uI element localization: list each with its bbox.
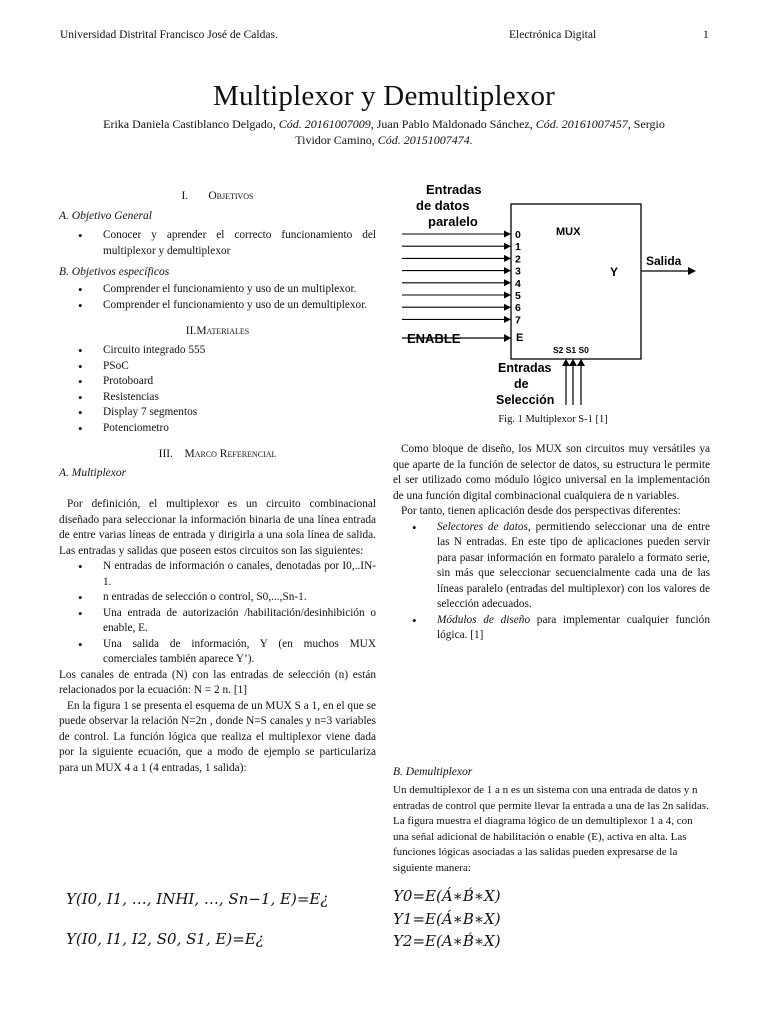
author-1-name: Erika Daniela Castiblanco Delgado, <box>103 117 276 131</box>
section-title: Marco Referencial <box>184 448 277 460</box>
input-arrow-5 <box>504 292 511 299</box>
select-arrow-s0 <box>577 359 585 366</box>
list-objetivos-especificos <box>59 282 376 313</box>
paragraph-mux-scheme: En la figura 1 se presenta el esquema de un MUX S a 1, en el que se puede observar la relación N=2n , donde N=S canales y n=3 variables de control. La función lógica que realiza el multiplexor viene dada por la siguiente ecuación, que a modo de ejemplo se particulariza para un MUX 4 a 1 (4 entradas, 1 salida): <box>59 699 376 774</box>
diagram-select-label: S2 S1 S0 <box>553 345 589 355</box>
figure-caption: Fig. 1 Multiplexor S-1 [1] <box>498 414 608 425</box>
list-item-emphasis: Módulos de diseño <box>437 613 531 626</box>
list-item: • Comprender el funcionamiento y uso de un demultiplexor. <box>59 298 376 314</box>
list-item: • Una salida de información, Y (en muchos MUX comerciales también aparece Y’). <box>59 637 376 668</box>
diagram-seleccion-line1: Entradas <box>498 361 552 375</box>
demux-equation-1: Y1=E(Á∗B∗X) <box>393 910 501 928</box>
section-title: Materiales <box>196 325 250 337</box>
page-number: 1 <box>703 29 709 41</box>
demux-section <box>393 766 710 876</box>
list-perspectives <box>393 520 710 644</box>
list-materiales <box>59 343 376 436</box>
input-number-7: 7 <box>515 314 521 327</box>
author-3-name: Sergio Tividor Camino, <box>295 117 665 147</box>
header-course: Electrónica Digital <box>509 29 597 41</box>
list-item-text: para implementar cualquier función lógica. [1] <box>437 613 710 641</box>
list-item-text: , permitiendo seleccionar una de entre las N entradas. En este tipo de aplicaciones pueden servir para pasar información en formato paralelo a formato serie, sin más que seleccionar secuencialmente cada una de las líneas paralelo (entradas del multiplexor) con los valores de selección adecuados. <box>437 520 710 610</box>
paragraph-demux: Un demultiplexor de 1 a n es un sistema con una entrada de datos y n entradas de control que permite llevar la entrada a una de las 2n salidas. La figura muestra el diagrama lógico de un demultiplexor 1 a 4, con una señal adicional de habilitación o enable (E), activa en alta. Las funciones lógicas asociadas a las salidas pueden expresarse de la siguiente manera: <box>393 784 709 874</box>
equation-1: Y(I0, I1, …, INHI, …, Sn−1, E)=E¿ <box>66 890 329 908</box>
input-arrow-3 <box>504 267 511 274</box>
diagram-seleccion-line3: Selección <box>496 393 555 407</box>
section-number: III. <box>158 448 173 460</box>
diagram-entradas-line3: paralelo <box>428 214 478 229</box>
input-number-4: 4 <box>515 277 521 290</box>
right-column <box>393 442 710 644</box>
list-item: • Comprender el funcionamiento y uso de un multiplexor. <box>59 282 376 298</box>
input-number-5: 5 <box>515 290 521 302</box>
list-item: • Circuito integrado 555 <box>59 343 376 359</box>
diagram-enable-label: ENABLE <box>407 331 461 346</box>
input-arrow-4 <box>504 279 511 286</box>
paragraph-mux-versatile: Como bloque de diseño, los MUX son circuitos muy versátiles ya que aparte de la función de selector de datos, su estructura le permite el ser utilizado como módulo lógico universal en la implementación de una función digital combinacional cualquiera de n variables. <box>393 443 710 502</box>
author-2-name: Juan Pablo Maldonado Sánchez, <box>376 117 533 131</box>
demux-equation-0: Y0=E(Á∗B́∗X) <box>393 887 501 905</box>
paragraph-mux-definition: Por definición, el multiplexor es un circuito combinacional diseñado para seleccionar la información binaria de una línea entrada de entre varias líneas de entrada y dirigirla a una sola línea de salida. Las entradas y salidas que poseen estos circuitos son las siguientes: <box>59 498 376 557</box>
paragraph-perspectives: Por tanto, tienen aplicación desde dos perspectivas diferentes: <box>401 505 681 517</box>
diagram-entradas-line2: de datos <box>416 198 470 213</box>
section-heading-objetivos <box>59 190 376 202</box>
subheading-objetivo-general: A. Objetivo General <box>59 210 152 222</box>
author-1-code: Cód. 20161007009, <box>278 117 374 131</box>
left-column <box>59 190 376 776</box>
section-number: I. <box>181 190 189 202</box>
select-arrow-s2 <box>562 359 570 366</box>
input-number-3: 3 <box>515 265 521 278</box>
input-arrow-1 <box>504 243 511 250</box>
paragraph-mux-relation: Los canales de entrada (N) con las entradas de selección (n) están relacionados por la ecuación: N = 2 n. [1] <box>59 668 376 696</box>
authors <box>100 116 668 148</box>
diagram-seleccion-line2: de <box>514 377 529 391</box>
demux-equation-2: Y2=E(A∗B́∗X) <box>393 932 501 950</box>
diagram-mux-label: MUX <box>556 226 581 238</box>
author-2-code: Cód. 20161007457, <box>535 117 631 131</box>
list-item-emphasis: Selectores de datos <box>437 520 528 533</box>
subheading-multiplexor: A. Multiplexor <box>59 467 127 479</box>
output-arrow <box>688 267 696 275</box>
subheading-demultiplexor: B. Demultiplexor <box>393 766 473 778</box>
list-item: • n entradas de selección o control, S0,...,Sn-1. <box>59 590 376 606</box>
input-number-6: 6 <box>515 302 521 315</box>
input-lines <box>402 229 521 326</box>
list-item: • Display 7 segmentos <box>59 405 376 421</box>
list-item: • Conocer y aprender el correcto funcionamiento del multiplexor y demultiplexor <box>59 228 376 259</box>
select-arrow-s1 <box>569 359 577 366</box>
header-university: Universidad Distrital Francisco José de Caldas. <box>60 29 278 41</box>
list-item <box>393 613 710 644</box>
input-arrow-0 <box>504 231 511 238</box>
list-item: • N entradas de información o canales, denotadas por I0,..IN-1. <box>59 559 376 590</box>
diagram-e-label: E <box>516 332 524 344</box>
list-item: • Resistencias <box>59 390 376 406</box>
list-item <box>393 520 710 613</box>
diagram-salida-label: Salida <box>646 254 682 268</box>
diagram-y-label: Y <box>610 265 619 279</box>
section-heading-marco <box>59 448 376 460</box>
input-number-1: 1 <box>515 241 521 254</box>
input-arrow-6 <box>504 304 511 311</box>
section-number: II. <box>185 325 197 337</box>
list-item: • Una entrada de autorización /habilitación/desinhibición o enable, E. <box>59 606 376 637</box>
equation-2: Y(I0, I1, I2, S0, S1, E)=E¿ <box>66 930 264 948</box>
author-3-code: Cód. 20151007474. <box>377 133 473 147</box>
input-arrow-7 <box>504 316 511 323</box>
list-item: • PSoC <box>59 359 376 375</box>
mux-diagram <box>398 178 708 410</box>
subheading-objetivos-especificos: B. Objetivos específicos <box>59 266 170 278</box>
section-title: Objetivos <box>208 190 254 202</box>
input-number-2: 2 <box>515 253 521 266</box>
input-arrow-2 <box>504 255 511 262</box>
list-mux-io <box>59 559 376 668</box>
enable-arrow <box>504 334 511 342</box>
diagram-entradas-line1: Entradas <box>426 182 482 197</box>
input-number-0: 0 <box>515 229 521 241</box>
list-item: • Protoboard <box>59 374 376 390</box>
page-title: Multiplexor y Demultiplexor <box>212 80 556 112</box>
section-heading-materiales <box>59 325 376 337</box>
list-objetivo-general <box>59 228 376 259</box>
list-item: • Potenciometro <box>59 421 376 437</box>
